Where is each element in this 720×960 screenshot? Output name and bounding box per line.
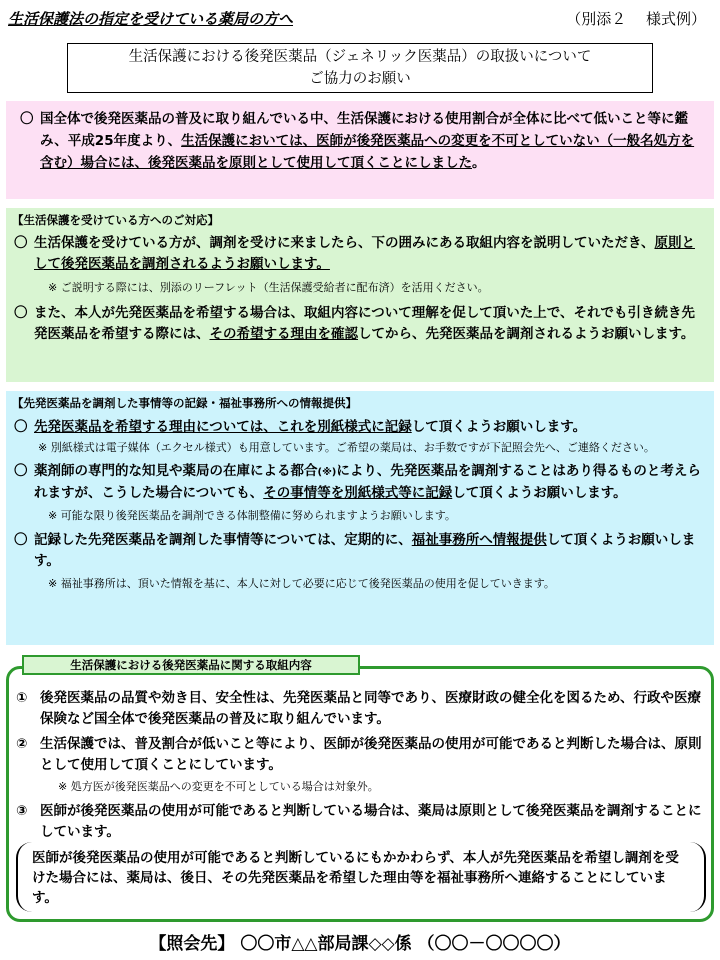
recipient-item-2-text-3: してから、先発医薬品を調剤されるようお願いします。 (358, 326, 695, 342)
recipient-item-1-text: 生活保護を受けている方が、調剤を受けに来ましたら、下の囲みにある取組内容を説明していただき、 (34, 235, 655, 251)
record-item-1 (12, 417, 704, 438)
form-label: （別添２ 様式例） (566, 10, 706, 28)
record-item-3-text-3: して頂くようお願いします。 (34, 532, 696, 569)
initiative-note: ※ 処方医が後発医薬品への変更を不可としている場合は対象外。 (58, 780, 379, 793)
title-box (67, 43, 653, 93)
audience-heading: 生活保護法の指定を受けている薬局の方へ (8, 10, 294, 28)
record-item-2-ref-mark: (※) (317, 467, 337, 478)
record-item-3 (12, 530, 704, 572)
record-item-2-underlined: その事情等を別紙様式等に記録 (263, 485, 453, 501)
record-note-2: ※ 可能な限り後発医薬品を調剤できる体制整備に努められますようお願いします。 (48, 509, 456, 522)
record-item-2-text-1: 薬剤師の専門的な知見や薬局の在庫による都合 (34, 463, 318, 479)
intro-item (18, 108, 704, 174)
record-section (6, 391, 714, 645)
recipient-item-2-underlined: その希望する理由を確認 (209, 326, 358, 342)
initiative-item-1-marker: ① (16, 690, 28, 706)
initiative-item-3-marker: ③ (16, 803, 28, 819)
intro-text-1: 国全体で後発医薬品の普及に取り組んでいる中、生活保護における使用割合が全体に比べて低いこと等に鑑み、平成25年度より、 (40, 111, 688, 149)
intro-text-3: 。 (472, 155, 486, 171)
recipient-item-1 (12, 233, 704, 275)
record-item-2 (12, 461, 704, 504)
initiative-bracket-text: 医師が後発医薬品の使用が可能であると判断しているにもかかわらず、本人が先発医薬品を希望し調剤を受けた場合には、薬局は、後日、その先発医薬品を希望した理由等を福祉事務所へ連絡することにしています。 (32, 850, 679, 906)
record-item-2-text-4: して頂くようお願いします。 (452, 485, 627, 501)
top-row (8, 8, 712, 34)
initiative-item-2-marker: ② (16, 736, 28, 752)
recipient-item-2-text-1: また、本人が先発医薬品を希望する場合は、取組内容について理解を促して頂いた上で、それでも引き続き先発医薬品を希望する際には、 (34, 305, 695, 342)
record-item-1-underlined: 先発医薬品を希望する理由については、これを別紙様式に記録 (34, 419, 412, 435)
record-item-2-text-2: により、先発医薬品を調剤することはあり得るものと考えられますが、こうした場合についても、 (34, 463, 701, 501)
title-line2: ご協力のお願い (309, 71, 411, 87)
initiative-item-3 (14, 801, 704, 843)
initiative-label: 生活保護における後発医薬品に関する取組内容 (22, 655, 360, 675)
recipient-note-1: ※ ご説明する際には、別添のリーフレット（生活保護受給者に配布済）を活用ください。 (48, 281, 489, 294)
initiative-item-1-text: 後発医薬品の品質や効き目、安全性は、先発医薬品と同等であり、医療財政の健全化を図るため、行政や医療保険など国全体で後発医薬品の普及に取り組んでいます。 (40, 690, 701, 727)
intro-marker: 〇 (20, 111, 34, 127)
intro-section (6, 101, 714, 199)
recipient-section (6, 208, 714, 382)
initiative-item-2 (14, 734, 704, 776)
recipient-heading: 【生活保護を受けている方へのご対応】 (12, 213, 219, 227)
record-item-2-marker: 〇 (14, 463, 28, 479)
contact-footer: 【照会先】 〇〇市△△部局課◇◇係 （〇〇－〇〇〇〇） (149, 934, 571, 954)
title-line1: 生活保護における後発医薬品（ジェネリック医薬品）の取扱いについて (128, 49, 592, 65)
record-heading: 【先発医薬品を調剤した事情等の記録・福祉事務所への情報提供】 (12, 396, 357, 410)
intro-text-2: 生活保護においては、医師が後発医薬品への変更を不可としていない（一般名処方を含む）場合には、後発医薬品を原則として使用して頂くことにしました (40, 133, 695, 171)
initiative-item-1 (14, 688, 704, 730)
record-note-1: ※ 別紙様式は電子媒体（エクセル様式）も用意しています。ご希望の薬局は、お手数ですが下記照会先へ、ご連絡ください。 (38, 441, 655, 454)
record-item-3-marker: 〇 (14, 532, 28, 548)
recipient-item-2-marker: 〇 (14, 305, 28, 321)
record-item-3-underlined: 福祉事務所へ情報提供 (411, 532, 547, 548)
initiative-item-3-text: 医師が後発医薬品の使用が可能であると判断している場合は、薬局は原則として後発医薬品を調剤することにしています。 (40, 803, 702, 840)
initiative-item-2-text: 生活保護では、普及割合が低いこと等により、医師が後発医薬品の使用が可能であると判断した場合は、原則として使用して頂くことにしています。 (40, 736, 702, 773)
record-item-3-text-1: 記録した先発医薬品を調剤した事情等については、定期的に、 (34, 532, 412, 548)
recipient-item-2 (12, 303, 704, 345)
initiative-bracket-note (16, 842, 706, 912)
initiative-content (14, 688, 704, 843)
recipient-item-1-marker: 〇 (14, 235, 28, 251)
record-item-1-marker: 〇 (14, 419, 28, 435)
record-item-1-text: して頂くようお願いします。 (411, 419, 587, 435)
recipient-item-1-underlined: 原則として後発医薬品を調剤されるようお願いします。 (34, 235, 695, 272)
record-note-3: ※ 福祉事務所は、頂いた情報を基に、本人に対して必要に応じて後発医薬品の使用を促していきます。 (48, 577, 555, 590)
